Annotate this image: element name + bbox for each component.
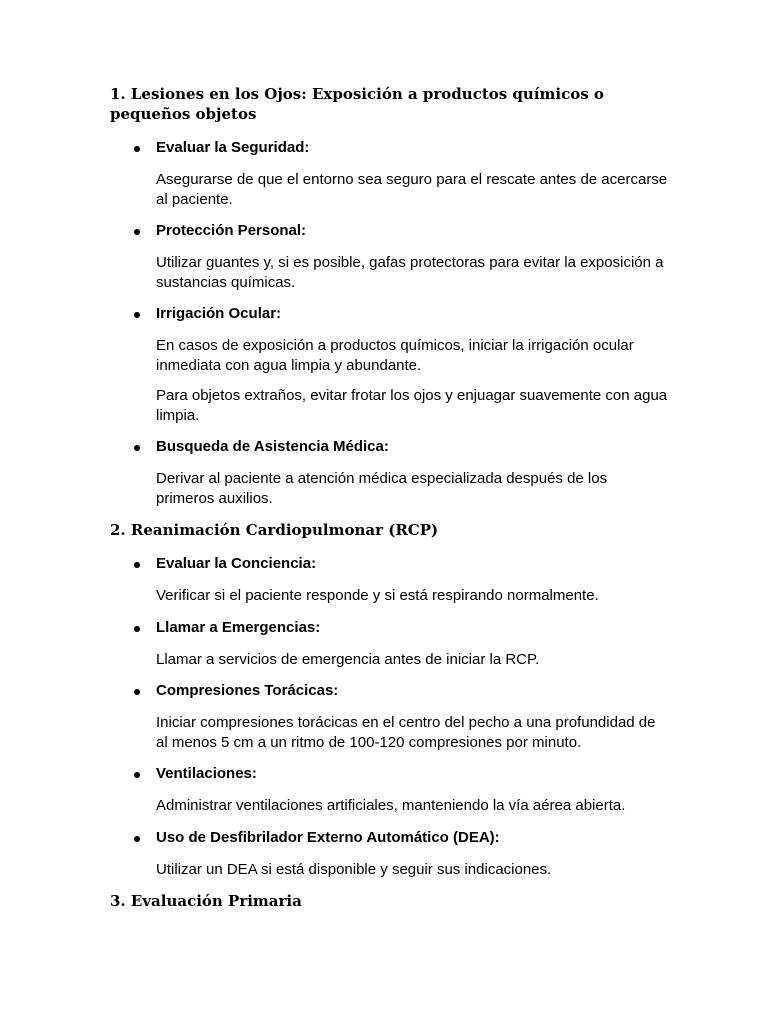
section-title: 1. Lesiones en los Ojos: Exposición a productos químicos o pequeños objetos [110,85,604,123]
list-item [110,764,668,816]
list-item [110,437,668,508]
item-paragraph: Iniciar compresiones torácicas en el centro del pecho a una profundidad de al menos 5 cm a un ritmo de 100-120 compresiones por minuto. [156,714,656,751]
item-title: Compresiones Torácicas: [156,682,339,699]
item-paragraph: Derivar al paciente a atención médica especializada después de los primeros auxilios. [156,470,608,507]
item-title: Llamar a Emergencias: [156,618,321,636]
list-item [110,828,668,880]
list-item [110,618,668,670]
item-title: Protección Personal: [156,222,307,239]
item-paragraph: En casos de exposición a productos químicos, iniciar la irrigación ocular inmediata con agua limpia y abundante. [156,337,634,374]
section-cpr [110,520,668,879]
item-paragraph: Utilizar un DEA si está disponible y seguir sus indicaciones. [156,860,552,878]
list-item [110,681,668,752]
item-paragraph: Llamar a servicios de emergencia antes de iniciar la RCP. [156,650,540,668]
list-item [110,304,668,425]
section-primary-evaluation [110,891,668,911]
item-title: Irrigación Ocular: [156,305,282,322]
list-item [110,138,668,209]
bullet-icon [134,562,140,568]
item-title: Evaluar la Seguridad: [156,139,310,156]
item-title: Uso de Desfibrilador Externo Automático (DEA): [156,828,500,846]
list-item [110,221,668,292]
item-paragraph: Para objetos extraños, evitar frotar los ojos y enjuagar suavemente con agua limpia. [156,387,668,424]
bullet-icon [134,312,140,318]
item-paragraph: Verificar si el paciente responde y si está respirando normalmente. [156,587,599,604]
item-paragraph: Asegurarse de que el entorno sea seguro para el rescate antes de acercarse al paciente. [156,171,668,208]
bullet-icon [134,689,140,695]
item-paragraph: Administrar ventilaciones artificiales, manteniendo la vía aérea abierta. [156,797,626,814]
bullet-icon [134,772,140,778]
item-title: Ventilaciones: [156,765,257,782]
item-paragraph: Utilizar guantes y, si es posible, gafas protectoras para evitar la exposición a sustancias químicas. [156,254,664,291]
section-eye-injuries [110,84,668,508]
bullet-icon [134,836,140,842]
section-title: 3. Evaluación Primaria [110,892,302,910]
list-item [110,554,668,606]
item-title: Busqueda de Asistencia Médica: [156,438,389,455]
bullet-icon [134,146,140,152]
bullet-icon [134,229,140,235]
section-title: 2. Reanimación Cardiopulmonar (RCP) [110,521,439,539]
item-title: Evaluar la Conciencia: [156,555,317,572]
bullet-icon [134,445,140,451]
bullet-icon [134,626,140,632]
